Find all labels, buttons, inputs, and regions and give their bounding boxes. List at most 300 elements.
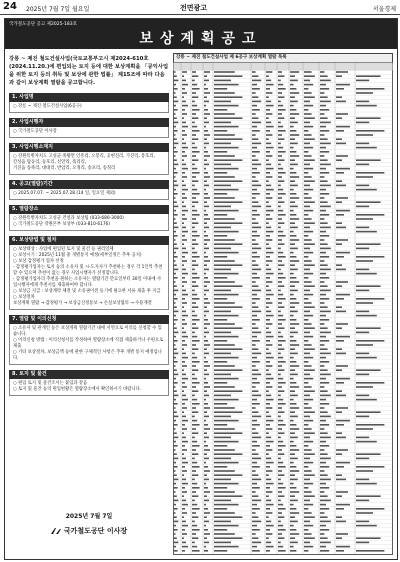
cell-text	[192, 252, 197, 254]
cell-text	[304, 407, 312, 409]
cell-text	[320, 248, 331, 250]
cell-text	[278, 445, 286, 447]
cell-text	[252, 365, 256, 367]
cell-text	[174, 327, 177, 329]
cell-text	[252, 378, 257, 380]
cell-text	[290, 458, 298, 460]
cell-text	[252, 411, 258, 413]
cell-text	[192, 210, 197, 212]
cell-text	[304, 109, 308, 111]
section-heading: 2. 사업시행자	[9, 118, 169, 127]
cell-text	[278, 386, 282, 388]
cell-text	[182, 256, 185, 258]
cell-text	[192, 353, 195, 355]
cell-text	[192, 462, 197, 464]
cell-text	[192, 105, 197, 107]
cell-text	[182, 155, 187, 157]
cell-text	[192, 71, 196, 73]
table-header-row	[174, 63, 393, 71]
cell-text	[320, 92, 324, 94]
cell-text	[174, 407, 176, 409]
cell-text	[278, 172, 286, 174]
cell-text	[182, 269, 186, 271]
cell-text	[192, 248, 195, 250]
cell-text	[266, 105, 274, 107]
cell-text	[304, 340, 308, 342]
cell-text	[252, 512, 256, 514]
cell-text	[204, 407, 210, 409]
cell-text	[266, 302, 272, 304]
cell-text	[214, 143, 231, 145]
cell-text	[182, 260, 187, 262]
cell-text	[266, 248, 271, 250]
cell-text	[174, 319, 178, 321]
cell-text	[192, 294, 197, 296]
cell-text	[182, 126, 188, 128]
cell-text	[252, 533, 256, 535]
cell-text	[356, 227, 369, 229]
cell-text	[192, 357, 197, 359]
cell-text	[336, 462, 350, 464]
cell-text	[266, 348, 269, 350]
cell-text	[290, 168, 294, 170]
cell-text	[204, 399, 206, 401]
cell-text	[336, 96, 342, 98]
cell-text	[204, 311, 209, 313]
page-number: 24	[3, 1, 17, 12]
cell-text	[192, 96, 198, 98]
cell-text	[266, 533, 272, 535]
cell-text	[204, 533, 210, 535]
cell-text	[252, 340, 260, 342]
cell-text	[304, 504, 313, 506]
cell-text	[204, 143, 209, 145]
cell-text	[174, 323, 176, 325]
cell-text	[182, 369, 184, 371]
cell-text	[192, 168, 197, 170]
cell-text	[290, 311, 298, 313]
cell-text	[204, 374, 209, 376]
cell-text	[182, 466, 185, 468]
cell-text	[214, 218, 235, 220]
cell-text	[204, 172, 208, 174]
cell-text	[290, 353, 298, 355]
cell-text	[252, 176, 256, 178]
cell-text	[304, 327, 315, 329]
cell-text	[204, 500, 209, 502]
cell-text	[356, 105, 377, 107]
cell-text	[192, 227, 195, 229]
cell-text	[304, 75, 315, 77]
cell-text	[356, 214, 384, 216]
cell-text	[252, 164, 261, 166]
cell-text	[174, 395, 178, 397]
cell-text	[290, 462, 294, 464]
cell-text	[336, 201, 342, 203]
cell-text	[290, 134, 299, 136]
cell-text	[266, 361, 270, 363]
cell-text	[192, 411, 198, 413]
cell-text	[214, 319, 227, 321]
cell-text	[182, 542, 186, 544]
cell-text	[320, 231, 326, 233]
cell-text	[192, 243, 198, 245]
cell-text	[174, 285, 177, 287]
cell-text	[252, 290, 261, 292]
cell-text	[278, 458, 281, 460]
cell-text	[174, 382, 178, 384]
cell-text	[214, 344, 235, 346]
cell-text	[266, 323, 272, 325]
cell-text	[304, 458, 310, 460]
cell-text	[304, 441, 313, 443]
cell-text	[214, 159, 242, 161]
cell-text	[204, 180, 207, 182]
cell-text	[320, 533, 324, 535]
cell-text	[214, 374, 231, 376]
cell-text	[214, 533, 235, 535]
section-line: ○ 국가철도공단 강원본부 보상부 (033-810-6176)	[13, 222, 110, 227]
cell-text	[320, 151, 329, 153]
cell-text	[320, 474, 328, 476]
cell-text	[320, 348, 328, 350]
cell-text	[320, 369, 328, 371]
cell-text	[278, 193, 286, 195]
cell-text	[278, 432, 284, 434]
cell-text	[304, 537, 315, 539]
cell-text	[266, 75, 269, 77]
cell-text	[290, 479, 298, 481]
notice-sections	[9, 93, 169, 396]
footer-signature	[9, 526, 169, 536]
cell-text	[266, 399, 274, 401]
cell-text	[192, 361, 200, 363]
cell-text	[320, 138, 328, 140]
cell-text	[214, 529, 227, 531]
cell-text	[320, 361, 329, 363]
cell-text	[304, 445, 308, 447]
cell-text	[204, 88, 208, 90]
notice-section	[9, 315, 169, 365]
cell-text	[304, 533, 312, 535]
cell-text	[266, 252, 274, 254]
cell-text	[252, 550, 260, 552]
cell-text	[182, 138, 184, 140]
cell-text	[320, 382, 329, 384]
cell-text	[182, 109, 185, 111]
cell-text	[356, 500, 369, 502]
cell-text	[290, 126, 294, 128]
cell-text	[192, 138, 198, 140]
cell-text	[174, 176, 176, 178]
cell-text	[174, 449, 176, 451]
cell-text	[320, 285, 328, 287]
cell-text	[278, 521, 281, 523]
cell-text	[320, 319, 329, 321]
cell-text	[278, 491, 282, 493]
cell-text	[192, 311, 195, 313]
cell-text	[290, 138, 295, 140]
cell-text	[320, 500, 331, 502]
cell-text	[204, 319, 208, 321]
section-line: ○ 편입 토지 및 물건조서는 붙임과 같음	[13, 381, 88, 386]
cell-text	[214, 84, 239, 86]
cell-text	[204, 428, 210, 430]
cell-text	[290, 382, 296, 384]
cell-text	[214, 332, 231, 334]
cell-text	[320, 235, 329, 237]
section-line: ○ 이의신청 방법 : 이의신청서를 작성하여 열람장소에 직접 제출하거나 우편으로 제출	[13, 338, 164, 349]
cell-text	[214, 327, 242, 329]
cell-text	[182, 71, 187, 73]
cell-text	[214, 546, 239, 548]
cell-text	[252, 386, 256, 388]
cell-text	[304, 474, 315, 476]
cell-text	[356, 189, 377, 191]
cell-text	[214, 390, 242, 392]
cell-text	[356, 542, 369, 544]
cell-text	[304, 277, 308, 279]
cell-text	[174, 445, 178, 447]
cell-text	[304, 521, 310, 523]
cell-text	[182, 395, 186, 397]
cell-text	[336, 437, 346, 439]
cell-text	[356, 117, 381, 119]
cell-text	[174, 294, 176, 296]
cell-text	[336, 369, 342, 371]
cell-text	[192, 348, 198, 350]
cell-text	[356, 285, 381, 287]
cell-text	[290, 117, 295, 119]
cell-text	[278, 281, 282, 283]
notice-section	[9, 370, 169, 396]
cell-text	[356, 357, 377, 359]
cell-text	[192, 185, 195, 187]
cell-text	[204, 521, 209, 523]
cell-text	[290, 88, 296, 90]
cell-text	[252, 193, 260, 195]
notice-frame	[4, 18, 398, 560]
cell-text	[252, 281, 256, 283]
cell-text	[252, 252, 257, 254]
cell-text	[252, 357, 257, 359]
cell-text	[320, 495, 328, 497]
cell-text	[278, 206, 281, 208]
cell-text	[182, 483, 188, 485]
cell-text	[252, 218, 256, 220]
cell-text	[252, 420, 257, 422]
cell-text	[336, 353, 346, 355]
cell-text	[278, 235, 286, 237]
cell-text	[290, 214, 296, 216]
cell-text	[278, 273, 283, 275]
cell-text	[336, 508, 344, 510]
cell-text	[266, 277, 270, 279]
section-body	[9, 245, 169, 310]
cell-text	[320, 445, 329, 447]
cell-text	[290, 273, 294, 275]
cell-text	[266, 449, 272, 451]
cell-text	[214, 201, 242, 203]
cell-text	[182, 214, 185, 216]
cell-text	[320, 399, 326, 401]
cell-text	[356, 550, 384, 552]
cell-text	[214, 214, 227, 216]
cell-text	[266, 487, 270, 489]
cell-text	[252, 75, 258, 77]
cell-text	[214, 407, 235, 409]
cell-text	[252, 336, 257, 338]
cell-text	[336, 88, 344, 90]
cell-text	[320, 516, 328, 518]
footer-date: 2025년 7월 7일	[65, 513, 113, 520]
cell-text	[182, 390, 184, 392]
cell-text	[266, 382, 270, 384]
cell-text	[336, 256, 344, 258]
cell-text	[356, 101, 369, 103]
cell-text	[214, 432, 242, 434]
cell-text	[356, 453, 381, 455]
cell-text	[214, 243, 242, 245]
cell-text	[304, 92, 312, 94]
cell-text	[290, 269, 298, 271]
cell-text	[252, 479, 261, 481]
cell-text	[266, 369, 269, 371]
cell-text	[214, 193, 227, 195]
cell-text	[192, 273, 197, 275]
cell-text	[214, 395, 231, 397]
cell-text	[192, 386, 196, 388]
section-body	[9, 102, 169, 113]
cell-text	[304, 281, 312, 283]
cell-text	[356, 382, 384, 384]
cell-text	[266, 285, 269, 287]
cell-text	[266, 193, 270, 195]
cell-text	[290, 495, 295, 497]
cell-text	[204, 84, 206, 86]
cell-text	[320, 227, 331, 229]
cell-text	[336, 495, 342, 497]
cell-text	[192, 130, 200, 132]
cell-text	[182, 80, 186, 82]
cell-text	[320, 546, 326, 548]
cell-text	[192, 437, 195, 439]
cell-text	[266, 386, 272, 388]
cell-text	[266, 189, 274, 191]
cell-text	[252, 416, 261, 418]
cell-text	[304, 416, 310, 418]
cell-text	[214, 512, 235, 514]
cell-text	[182, 495, 184, 497]
cell-text	[290, 537, 295, 539]
cell-text	[174, 101, 178, 103]
cell-text	[252, 248, 261, 250]
cell-text	[266, 479, 271, 481]
cell-text	[252, 96, 258, 98]
cell-text	[174, 546, 176, 548]
cell-text	[290, 327, 295, 329]
cell-text	[278, 416, 281, 418]
cell-text	[304, 512, 312, 514]
cell-text	[278, 495, 284, 497]
cell-text	[204, 353, 209, 355]
cell-text	[192, 159, 198, 161]
cell-text	[182, 441, 188, 443]
table-title: 강릉 ~ 제진 철도건설사업 제 6공구 보상계획 열람 목록	[173, 53, 393, 63]
cell-text	[320, 113, 324, 115]
cell-text	[304, 248, 310, 250]
cell-text	[266, 365, 272, 367]
cell-text	[356, 143, 369, 145]
cell-text	[266, 88, 270, 90]
cell-text	[182, 197, 187, 199]
cell-text	[182, 243, 184, 245]
cell-text	[336, 138, 342, 140]
cell-text	[192, 479, 195, 481]
cell-text	[182, 290, 186, 292]
cell-text	[204, 332, 209, 334]
cell-text	[320, 424, 329, 426]
cell-text	[290, 109, 296, 111]
cell-text	[204, 516, 207, 518]
cell-text	[304, 222, 315, 224]
cell-text	[174, 479, 178, 481]
cell-text	[266, 491, 272, 493]
cell-text	[204, 462, 206, 464]
cell-text	[192, 407, 196, 409]
cell-text	[278, 449, 282, 451]
section-line: ○ 보상절차	[13, 295, 35, 300]
cell-text	[290, 525, 294, 527]
cell-text	[336, 294, 350, 296]
cell-text	[290, 420, 294, 422]
cell-text	[192, 122, 195, 124]
cell-text	[336, 172, 344, 174]
cell-text	[356, 218, 373, 220]
cell-text	[174, 235, 178, 237]
cell-text	[182, 298, 185, 300]
cell-text	[214, 117, 242, 119]
cell-text	[290, 206, 298, 208]
cell-text	[290, 227, 298, 229]
cell-text	[182, 382, 185, 384]
cell-text	[304, 88, 308, 90]
cell-text	[174, 508, 178, 510]
cell-text	[304, 516, 315, 518]
cell-text	[356, 537, 381, 539]
cell-text	[214, 248, 231, 250]
cell-text	[192, 269, 195, 271]
cell-text	[204, 71, 210, 73]
cell-text	[192, 264, 198, 266]
cell-text	[356, 437, 369, 439]
cell-text	[214, 206, 231, 208]
cell-text	[336, 285, 342, 287]
cell-text	[252, 71, 256, 73]
cell-text	[356, 311, 369, 313]
cell-text	[174, 252, 176, 254]
cell-text	[174, 210, 176, 212]
cell-text	[278, 260, 282, 262]
notice-body	[9, 53, 169, 555]
cell-text	[266, 458, 271, 460]
cell-text	[320, 437, 331, 439]
cell-text	[252, 239, 256, 241]
cell-text	[192, 277, 200, 279]
cell-text	[266, 298, 270, 300]
cell-text	[304, 84, 313, 86]
cell-text	[278, 138, 284, 140]
